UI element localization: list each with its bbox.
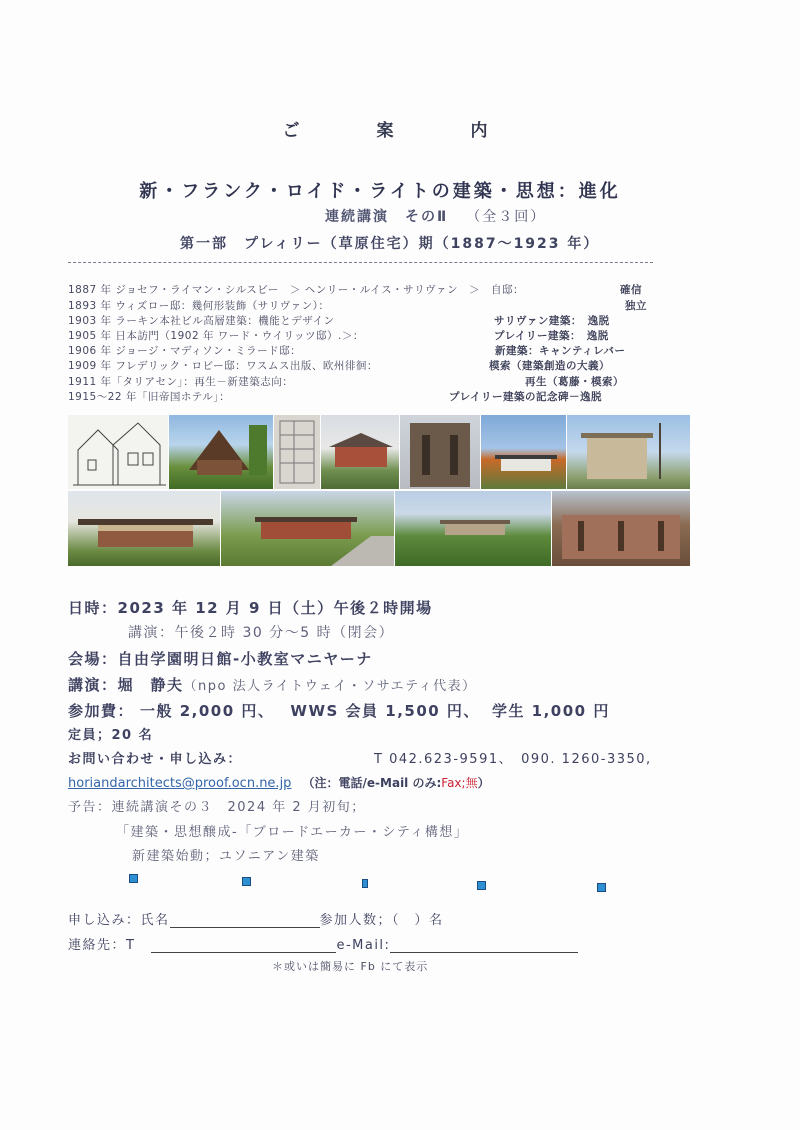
timeline-1911-note: 再生（葛藤・模索） — [525, 376, 624, 388]
timeline-1887-note: 確信 — [620, 284, 642, 296]
timeline-1909: 1909 年 フレデリック・ロビー邸：ワスムス出版、欧州徘徊： — [68, 360, 378, 372]
part-subtitle: 第一部 プレィリー（草原住宅）期（1887～1923 年） — [180, 236, 600, 252]
timeline-1909-note: 模索（建築創造の大義） — [489, 360, 610, 372]
marker-square — [597, 883, 606, 892]
ornament-panel-photo — [274, 415, 320, 489]
photo-collage — [68, 415, 690, 566]
notice-line-2: 「建築・思想醸成-「ブロードエーカー・シティ構想」 — [116, 825, 469, 840]
unity-temple-photo — [567, 415, 690, 489]
fee-label: 参加費： — [68, 702, 135, 720]
form-row-name — [68, 909, 444, 928]
contact-label: お問い合わせ・申し込み： — [68, 752, 243, 767]
timeline-1915-note: プレイリー建築の記念碑－逸脱 — [449, 391, 603, 403]
contact-email-link[interactable]: horiandarchitects@proof.ocn.ne.jp — [68, 776, 292, 791]
series-subtitle — [325, 206, 546, 226]
fee-student: 学生 1,000 円 — [491, 702, 610, 720]
marker-square — [477, 881, 486, 890]
lecture-time: 講演：午後２時 30 分～5 時（閉会） — [128, 625, 395, 641]
fax-note: Fax;無 — [441, 776, 478, 790]
speaker-label: 講演： — [68, 676, 118, 694]
participation-fee — [68, 700, 610, 721]
cantilever-house-photo — [68, 491, 220, 566]
venue-value: 自由学園明日館-小教室マニヤーナ — [117, 650, 373, 668]
prairie-house-photo — [481, 415, 566, 489]
timeline-1905: 1905 年 日本訪門（1902 年 ワード・ウイリッツ邸）.＞： — [68, 330, 364, 342]
phone-field-line[interactable] — [151, 936, 336, 953]
larkin-building-photo — [400, 415, 480, 489]
timeline-1903: 1903 年 ラーキン本社ビル高層建築：機能とデザイン — [68, 315, 335, 327]
taliesin-photo — [395, 491, 551, 566]
email-field-label: e-Mail: — [336, 938, 391, 953]
series-count: （全３回） — [466, 209, 547, 225]
timeline-1915: 1915～22 年「旧帝国ホテル」： — [68, 391, 231, 403]
name-field-line[interactable] — [170, 911, 320, 928]
marker-square — [129, 874, 138, 883]
speaker — [68, 674, 477, 695]
timeline-1893: 1893 年 ウィズロー邸：幾何形装飾（サリヴァン）： — [68, 300, 330, 312]
timeline-1905-note: プレイリー建築： 逸脱 — [494, 330, 609, 342]
venue-label: 会場： — [68, 650, 118, 668]
date-value: 2023 年 12 月 9 日（土）午後２時開場 — [117, 599, 433, 617]
notice-label: 予告： — [68, 800, 112, 815]
form-row-contact — [68, 934, 578, 953]
participant-count-label: 参加人数；（ ）名 — [319, 913, 444, 928]
lecture-title: 新・フランク・ロイド・ライトの建築・思想：進化 — [139, 181, 621, 202]
date-label: 日時： — [68, 599, 118, 617]
contact-phone-label: 連絡先：T — [68, 938, 136, 953]
contact-email-row — [68, 772, 490, 791]
imperial-hotel-photo — [552, 491, 690, 566]
form-name-label: 申し込み：氏名 — [68, 913, 170, 928]
fee-wws-member: WWS 会員 1,500 円、 — [290, 702, 480, 720]
email-field-line[interactable] — [390, 936, 578, 953]
timeline-1906-note: 新建築：キャンティレバー — [495, 345, 626, 357]
capacity: 定員；20 名 — [68, 728, 154, 743]
robie-house-photo — [221, 491, 394, 566]
series-label: 連続講演 そのⅡ — [325, 209, 449, 225]
marker-square — [242, 877, 251, 886]
timeline-1903-note: サリヴァン建築： 逸脱 — [494, 315, 610, 327]
notice-text: 連続講演その３ 2024 年 2 月初旬； — [111, 800, 366, 815]
dashed-divider — [68, 262, 653, 263]
timeline-1906: 1906 年 ジョージ・マディソン・ミラード邸： — [68, 345, 302, 357]
sketch-house-photo — [68, 415, 168, 489]
event-datetime — [68, 597, 433, 618]
marker-square — [362, 879, 368, 888]
gable-house-photo — [169, 415, 273, 489]
speaker-affiliation: （npo 法人ライトウェイ・ソサエティ代表） — [183, 679, 477, 694]
form-note: ＊或いは簡易に Fb にて表示 — [272, 960, 429, 973]
notice — [68, 796, 366, 815]
page-heading: ご 案 内 — [282, 121, 518, 141]
speaker-name: 堀 静夫 — [117, 676, 184, 694]
email-note — [303, 776, 490, 790]
timeline-1893-note: 独立 — [625, 300, 647, 312]
timeline-1911: 1911 年「タリアセン」：再生－新建築志向： — [68, 376, 294, 388]
notice-line-3: 新建築始動；ユソニアン建築 — [132, 849, 320, 864]
contact-phone: T 042.623-9591、 090. 1260-3350, — [374, 752, 652, 767]
email-note-text: （注：電話/e-Mail のみ: — [302, 776, 442, 790]
venue — [68, 648, 373, 669]
winslow-house-photo — [321, 415, 399, 489]
timeline-1887: 1887 年 ジョセフ・ライマン・シルスビー ＞ ヘンリー・ルイス・サリヴァン ＞ 自邸： — [68, 284, 524, 296]
email-note-close: ） — [477, 776, 490, 790]
fee-general: 一般 2,000 円、 — [140, 702, 275, 720]
